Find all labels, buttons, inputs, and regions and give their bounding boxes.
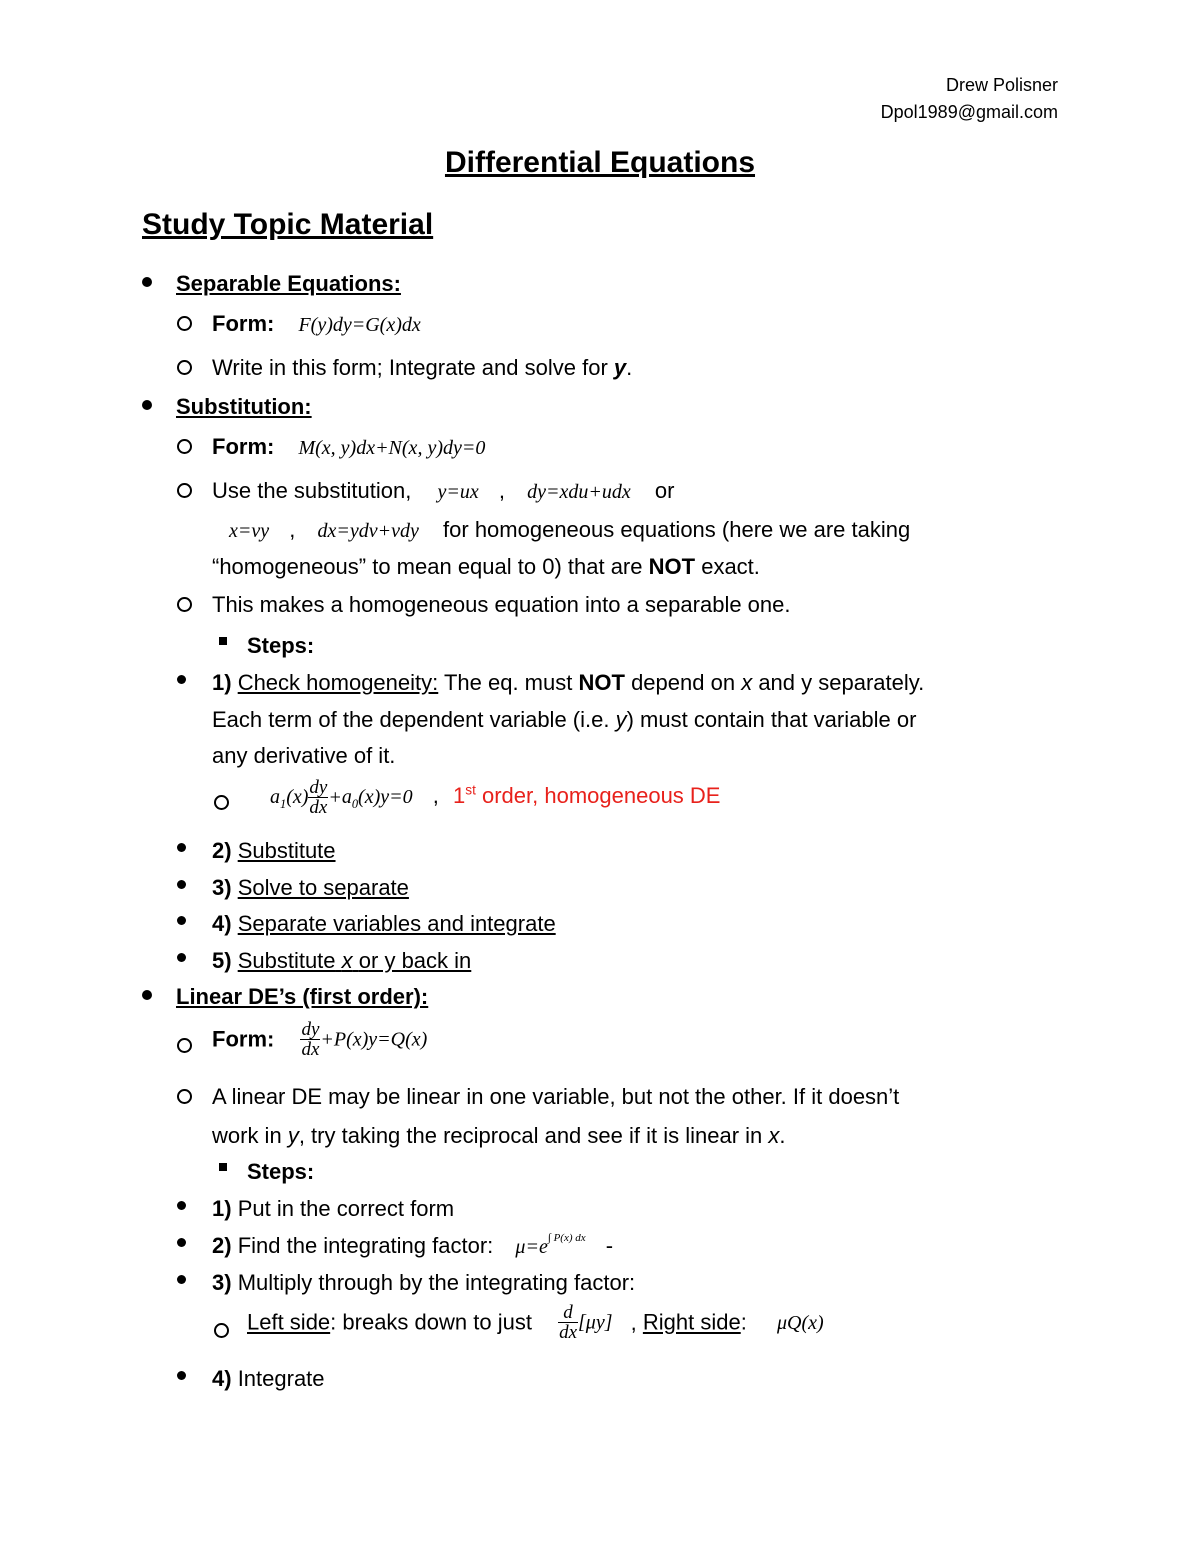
circle-bullet-icon — [177, 316, 192, 331]
section-heading: Study Topic Material — [142, 208, 434, 241]
bullet-icon — [177, 880, 186, 889]
substitution-makes-line: This makes a homogeneous equation into a separable one. — [212, 592, 791, 617]
bullet-icon — [177, 1201, 186, 1210]
separable-write-line: Write in this form; Integrate and solve for y. — [212, 355, 633, 380]
bullet-icon — [177, 1238, 186, 1247]
substitution-alt-line: x=vy , dx=ydv+vdy for homogeneous equations (here we are taking — [229, 517, 911, 542]
substitution-step-1-line3: any derivative of it. — [212, 743, 396, 768]
bullet-icon — [177, 675, 186, 684]
substitution-step-5: 5) Substitute x or y back in — [212, 948, 472, 973]
linear-steps-label: Steps: — [247, 1159, 315, 1184]
circle-bullet-icon — [177, 1089, 192, 1104]
circle-bullet-icon — [177, 360, 192, 375]
bullet-icon — [142, 400, 152, 410]
bullet-icon — [177, 1275, 186, 1284]
page-title: Differential Equations — [444, 146, 756, 179]
linear-form: Form: $\frac{dy}{dx}$ +P(x)y=Q(x) — [212, 1019, 428, 1060]
bullet-icon — [177, 843, 186, 852]
author-name: Drew Polisner — [945, 75, 1058, 95]
circle-bullet-icon — [177, 597, 192, 612]
substitution-use-line: Use the substitution, y=ux , dy=xdu+udx or — [212, 478, 675, 503]
substitution-step-3: 3) Solve to separate — [212, 875, 409, 900]
circle-bullet-icon — [177, 483, 192, 498]
linear-form-equation: +P(x)y=Q(x) — [320, 1028, 428, 1051]
substitution-form: Form: M(x, y)dx+N(x, y)dy=0 — [212, 434, 486, 459]
substitution-homogeneous-line: “homogeneous” to mean equal to 0) that are NOT exact. — [212, 554, 760, 579]
substitution-steps-label: Steps: — [247, 633, 315, 658]
linear-left-right-line: Left side: breaks down to just $\frac{d}{dx}$ [μy] , Right side: μQ(x) — [247, 1302, 824, 1343]
bullet-icon — [177, 953, 186, 962]
circle-bullet-icon — [214, 1323, 229, 1338]
author-email: Dpol1989@gmail.com — [880, 102, 1058, 122]
separable-heading: Separable Equations: — [176, 271, 401, 296]
linear-note-line2: work in y, try taking the reciprocal and see if it is linear in x. — [212, 1123, 786, 1148]
linear-heading: Linear DE’s (first order): — [176, 984, 429, 1009]
bullet-icon — [142, 277, 152, 287]
circle-bullet-icon — [214, 795, 229, 810]
substitution-form-equation: M(x, y)dx+N(x, y)dy=0 — [298, 437, 486, 459]
bullet-icon — [177, 916, 186, 925]
substitution-step-1: 1) Check homogeneity: The eq. must NOT depend on x and y separately. — [212, 670, 925, 695]
bullet-icon — [177, 1371, 186, 1380]
substitution-step-4: 4) Separate variables and integrate — [212, 911, 556, 936]
circle-bullet-icon — [177, 1038, 192, 1053]
linear-step-2: 2) Find the integrating factor: $\mu=e^{\int P(x) dx}$ - — [212, 1232, 614, 1258]
linear-step-4: 4) Integrate — [212, 1366, 325, 1391]
substitution-heading: Substitution: — [176, 394, 312, 419]
substitution-step-1-line2: Each term of the dependent variable (i.e. y) must contain that variable or — [212, 707, 917, 732]
square-bullet-icon — [219, 637, 227, 645]
substitution-step-2: 2) Substitute — [212, 838, 336, 863]
bullet-icon — [142, 990, 152, 1000]
separable-form-equation: F(y)dy=G(x)dx — [298, 314, 421, 336]
linear-step-3: 3) Multiply through by the integrating factor: — [212, 1270, 636, 1295]
separable-form: Form: F(y)dy=G(x)dx — [212, 311, 421, 336]
circle-bullet-icon — [177, 439, 192, 454]
linear-step-1: 1) Put in the correct form — [212, 1196, 455, 1221]
square-bullet-icon — [219, 1163, 227, 1171]
linear-note-line1: A linear DE may be linear in one variable, but not the other. If it doesn’t — [212, 1084, 900, 1109]
first-order-homogeneous-equation: $a_1(x)$ $\frac{dy}{dx}$ $+a_0(x)y=0$ , 1st order, homogeneous DE — [270, 777, 721, 818]
